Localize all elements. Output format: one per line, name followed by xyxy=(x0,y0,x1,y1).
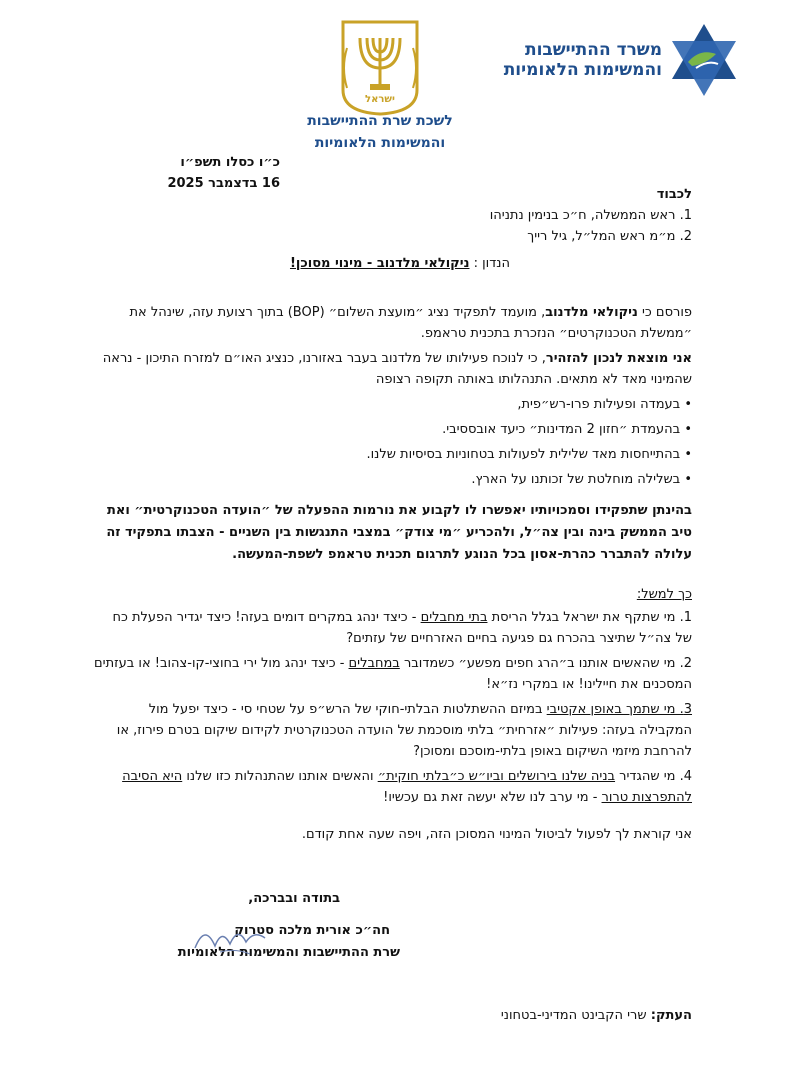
example-underlined: היא הסיבה להתפרצות טרור xyxy=(122,769,692,805)
date-gregorian: 16 בדצמבר 2025 xyxy=(167,176,280,191)
list-item: • בעמדה ופעילות פרו-רש״פית, xyxy=(92,394,692,415)
example-text: - כיצד ינהג מול ירי בחוצי-קו-צהוב! או בעזתים המסכנים את חיילינו! או במקרי נז״א! xyxy=(94,656,692,692)
example-underlined: בניה שלנו בירושלים וביו״ש כ״בלתי חוקית״ xyxy=(377,769,616,784)
ministry-name xyxy=(504,40,662,80)
recipient-1: 1. ראש הממשלה, ח״כ בנימין נתניהו xyxy=(489,208,692,223)
state-emblem xyxy=(337,18,423,116)
examples-section xyxy=(92,584,692,808)
example-3 xyxy=(92,699,692,762)
ministry-name-line1: משרד ההתיישבות xyxy=(524,40,662,60)
example-text: והאשים אותנו שהתנהלות כזו שלנו xyxy=(182,769,378,784)
list-item: • בהעמדת ״חזון 2 המדינות״ כיעד אובססיבי. xyxy=(92,419,692,440)
examples-label: כך למשל: xyxy=(636,587,692,602)
signer-name: חה״כ אורית מלכה סטרוק xyxy=(234,923,390,938)
example-underlined: 3. מי שתמך באופן אקטיבי xyxy=(546,702,692,717)
example-text: - מי ערב לנו שלא יעשה זאת גם עכשיו! xyxy=(383,790,602,805)
list-item: • בהתייחסות מאד שלילית לפעולות בטחוניות בסיסיות שלנו. xyxy=(92,444,692,465)
intro-text: , כי לנוכח פעילותו של מלדנוב בעבר באזורנו, כנציג האו״ם למזרח התיכון - נראה שהמינוי מאד לא מתאים. התנהלותו באותה תקופה רצופה xyxy=(102,351,692,387)
example-1 xyxy=(92,607,692,649)
office-title-line1: לשכת שרת ההתיישבות xyxy=(307,113,453,129)
intro-text: , מועמד לתפקיד נציג ״מועצת השלום״ (BOP) בתוך רצועת עזה, שינהל את ״ממשלת הטכנוקרטים״ הנזכרת בתכנית טראמפ. xyxy=(129,305,692,341)
example-4 xyxy=(92,766,692,808)
example-text: 4. מי שהגדיר xyxy=(615,769,692,784)
cc-line xyxy=(292,1008,692,1023)
example-text: 1. מי שתקף את ישראל בגלל הריסת xyxy=(487,610,692,625)
cc-label: העתק: xyxy=(650,1008,692,1023)
intro-section xyxy=(92,302,692,490)
subject-line xyxy=(0,256,800,271)
subject-text: ניקולאי מלדנוב - מינוי מסוכן! xyxy=(289,256,470,271)
closing-thanks: בתודה ובברכה, xyxy=(248,891,340,906)
subject-label: הנדון : xyxy=(473,256,511,271)
key-concern-paragraph: בהינתן שתפקידו וסמכויותיו יאפשרו לו לקבוע את נורמות ההפעלה של ״הועדה הטכנוקרטית״ ואת טיב הממשק בינה ובין צה״ל, ולהכריע ״מי צודק״ במצבי התנגשות בין השניים - הצבתו בתפקיד זה עלולה להתברר כהרת-אסון בכל הנוגע לתרגום תכנית טראמפ לשפת-המעשה. xyxy=(106,503,692,562)
candidate-name: ניקולאי מלדנוב xyxy=(545,305,638,320)
example-2 xyxy=(92,653,692,695)
intro-paragraph-1 xyxy=(92,302,692,344)
conduct-list xyxy=(92,394,692,490)
warning-phrase: אני מוצאת לנכון להזהיר xyxy=(545,351,692,366)
example-underlined: בתי מחבלים xyxy=(420,610,488,625)
signer-title: שרת ההתיישבות והמשימות הלאומיות xyxy=(177,945,400,960)
handwritten-signature-icon xyxy=(190,918,270,958)
intro-text: פורסם כי xyxy=(637,305,692,320)
ministry-name-line2: והמשימות הלאומיות xyxy=(503,60,662,80)
office-title-line2: והמשימות הלאומיות xyxy=(314,135,446,151)
example-text: 2. מי שהאשים אותנו ב״הרג חפים מפשע״ כשמדובר xyxy=(399,656,692,671)
recipient-2: 2. מ״מ ראש המל״ל, גיל רייך xyxy=(527,229,692,244)
ministry-logo xyxy=(503,22,742,102)
star-of-david-icon xyxy=(666,22,742,98)
recipients-label: לכבוד xyxy=(656,187,692,202)
example-text: במיזם ההשתלטות הבלתי-חוקי של הרש״פ על שטחי סי - כיצד יפעל מול המקבילה בעזה: פעילות ״אזרחית״ בלתי מוסכמת של הועדה הטכנוקרטית לקידום שיקום בטרם פירוז, או להרחבת מיזמי השיקום באופן בלתי-מוסכם ומסוכן? xyxy=(116,702,692,759)
date-hebrew: כ״ו כסלו תשפ״ו xyxy=(180,155,280,170)
recipients-block xyxy=(92,184,692,247)
example-underlined: במחבלים xyxy=(348,656,400,671)
example-text: - כיצד ינהג במקרים דומים בעזה! כיצד יגדיר הפעלת כח של צה״ל שתיצר בהכרח גם פגיעה בחיים האזרחיים של עזתים? xyxy=(112,610,692,646)
list-item: • בשלילה מוחלטת של זכותנו על הארץ. xyxy=(92,469,692,490)
emblem-caption: ישראל xyxy=(365,94,395,105)
closing-request: אני קוראת לך לפעול לביטול המינוי המסוכן הזה, ויפה שעה אחת קודם. xyxy=(301,827,692,842)
cc-text: שרי הקבינט המדיני-בטחוני xyxy=(500,1008,647,1023)
intro-paragraph-2 xyxy=(92,348,692,390)
office-title xyxy=(240,110,520,154)
signature-block xyxy=(140,888,400,964)
